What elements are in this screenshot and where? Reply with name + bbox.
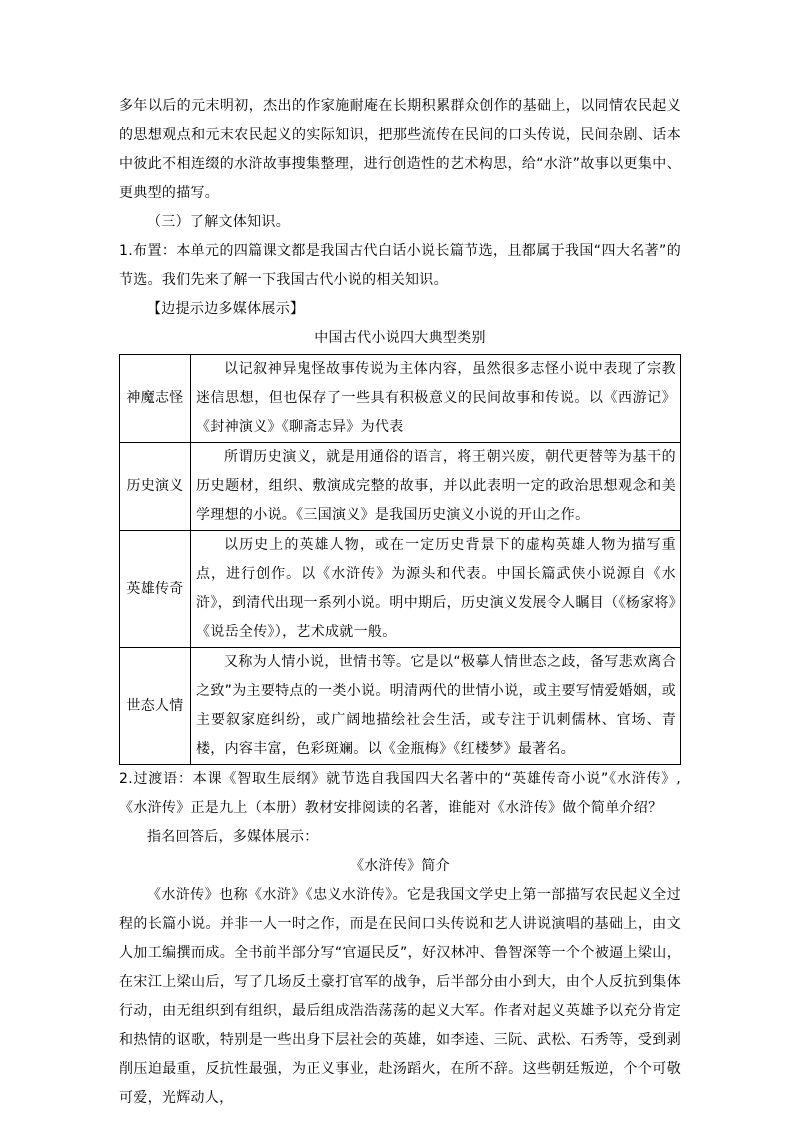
intro-title: 《水浒传》简介 [349, 858, 451, 874]
item-1-assignment: 1.布置：本单元的四篇课文都是我国古代白话小说长篇节选，且都属于我国“四大名著”的节选。我们先来了解一下我国古代小说的相关知识。 [119, 243, 681, 288]
paragraph-yuan-ming: 多年以后的元末明初，杰出的作家施耐庵在长期积累群众创作的基础上，以同情农民起义的思想观点和元末农民起义的实际知识，把那些流传在民间的口头传说，民间杂剧、话本中彼此不相连缀的水浒故事搜集整理，进行创造性的艺术构思，给“水浒”故事以更集中、更典型的描写。 [119, 98, 681, 201]
item-2-transition: 2.过渡语：本课《智取生辰纲》就节选自我国四大名著中的“英雄传奇小说”《水浒传》,《水浒传》正是九上（本册）教材安排阅读的名著，谁能对《水浒传》做个简单介绍？ [119, 771, 681, 816]
table-row [120, 648, 681, 765]
category-cell: 神魔志怪 [120, 355, 191, 443]
novel-types-table [119, 354, 681, 765]
description-cell: 又称为人情小说，世情书等。它是以“极摹人情世态之歧，备写悲欢离合之致”为主要特点的一类小说。明清两代的世情小说，或主要写情爱婚姻，或主要叙家庭纠纷，或广阔地描绘社会生活，或专注于讥刺儒林、官场、青楼，内容丰富，色彩斑斓。以《金瓶梅》《红楼梦》最著名。 [191, 648, 681, 765]
description-cell: 以历史上的英雄人物，或在一定历史背景下的虚构英雄人物为描写重点，进行创作。以《水浒传》为源头和代表。中国长篇武侠小说源自《水浒》，到清代出现一系列小说。明中期后，历史演义发展令人瞩目（《杨家将》《说岳全传》），艺术成就一般。 [191, 531, 681, 648]
table-row [120, 355, 681, 443]
description-cell: 以记叙神异鬼怪故事传说为主体内容，虽然很多志怪小说中表现了宗教迷信思想，但也保存了一些具有积极意义的民间故事和传说。以《西游记》《封神演义》《聊斋志异》为代表 [191, 355, 681, 443]
document-body [119, 92, 681, 1113]
media-note: 【边提示边多媒体展示】 [147, 301, 305, 317]
answer-note: 指名回答后，多媒体展示： [147, 829, 319, 845]
table-row [120, 531, 681, 648]
section-heading: （三）了解文体知识。 [147, 214, 290, 230]
table-title: 中国古代小说四大典型类别 [314, 330, 486, 346]
table-row [120, 443, 681, 531]
category-cell: 历史演义 [120, 443, 191, 531]
category-cell: 英雄传奇 [120, 531, 191, 648]
category-cell: 世态人情 [120, 648, 191, 765]
description-cell: 所谓历史演义，就是用通俗的语言，将王朝兴废，朝代更替等为基干的历史题材，组织、敷演成完整的故事，并以此表明一定的政治思想观念和美学理想的小说。《三国演义》是我国历史演义小说的开山之作。 [191, 443, 681, 531]
intro-text: 《水浒传》也称《水浒》《忠义水浒传》。它是我国文学史上第一部描写农民起义全过程的长篇小说。并非一人一时之作，而是在民间口头传说和艺人讲说演唱的基础上，由文人加工编撰而成。全书前半部分写“官逼民反”，好汉林冲、鲁智深等一个个被逼上梁山，在宋江上梁山后，写了几场反土豪打官军的战争，后半部分由小到大，由个人反抗到集体行动，由无组织到有组织，最后组成浩浩荡荡的起义大军。作者对起义英雄予以充分肯定和热情的讴歌，特别是一些出身下层社会的英雄，如李逵、三阮、武松、石秀等，受到剥削压迫最重，反抗性最强，为正义事业，赴汤蹈火，在所不辞。这些朝廷叛逆，个个可敬可爱，光辉动人， [119, 887, 681, 1106]
